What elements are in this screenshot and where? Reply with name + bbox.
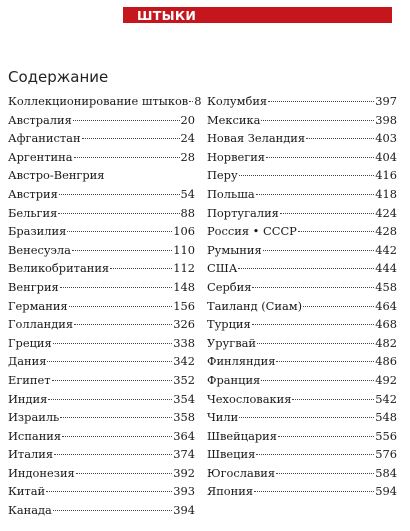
toc-entry [207, 464, 397, 483]
toc-entry-name: Югославия [207, 465, 276, 480]
toc-leader-dots [238, 268, 374, 269]
toc-entry-name: Новая Зеландия [207, 131, 306, 146]
toc-entry-name: Аргентина [8, 149, 73, 164]
toc-entry-name: Сербия [207, 279, 252, 294]
toc-leader-dots [48, 399, 172, 400]
toc-leader-dots [82, 138, 180, 139]
toc-entry-name: Венгрия [8, 279, 59, 294]
toc-entry-name: Португалия [207, 205, 279, 220]
toc-entry [207, 390, 397, 409]
toc-entry-name: Голландия [8, 317, 74, 332]
section-header-label: ШТЫКИ [137, 8, 197, 23]
toc-entry-name: Индонезия [8, 465, 75, 480]
toc-entry [207, 427, 397, 446]
toc-entry-name: Египет [8, 372, 51, 387]
toc-entry-page: 358 [173, 410, 195, 425]
toc-entry-page: 576 [375, 447, 397, 462]
toc-entry [8, 129, 195, 148]
toc-entry-page: 352 [173, 372, 195, 387]
toc-entry-page: 556 [375, 428, 397, 443]
toc-leader-dots [306, 138, 374, 139]
page-title: Содержание [8, 68, 109, 86]
toc-entry [8, 464, 195, 483]
toc-entry-name: Норвегия [207, 149, 265, 164]
toc-entry [8, 482, 195, 501]
toc-entry [8, 259, 195, 278]
toc-entry-page: 354 [173, 391, 195, 406]
toc-leader-dots [239, 417, 374, 418]
toc-entry-page: 338 [173, 335, 195, 350]
toc-entry-page: 464 [375, 298, 397, 313]
toc-leader-dots [257, 343, 374, 344]
toc-leader-dots [292, 399, 374, 400]
toc-entry-name: Китай [8, 484, 46, 499]
toc-entry [8, 390, 195, 409]
toc-entry [8, 371, 195, 390]
toc-leader-dots [256, 194, 375, 195]
toc-entry-name: Япония [207, 484, 254, 499]
toc-entry [8, 427, 195, 446]
toc-leader-dots [53, 510, 172, 511]
toc-leader-dots [60, 417, 172, 418]
toc-entry-name: Афганистан [8, 131, 81, 146]
toc-leader-dots [59, 194, 180, 195]
toc-entry [207, 241, 397, 260]
toc-entry-name: Колумбия [207, 94, 268, 108]
toc-entry-page: 374 [173, 447, 195, 462]
toc-entry-page: 156 [173, 298, 195, 313]
toc-entry-name: Бельгия [8, 205, 58, 220]
toc-leader-dots [239, 175, 375, 176]
toc-entry-page: 8 [194, 94, 202, 108]
toc-entry [207, 166, 397, 185]
toc-leader-dots [252, 287, 374, 288]
toc-entry-page: 364 [173, 428, 195, 443]
toc-leader-dots [62, 436, 172, 437]
toc-leader-dots [74, 324, 172, 325]
toc-leader-dots [47, 361, 172, 362]
toc-entry-name: Чехословакия [207, 391, 292, 406]
toc-leader-dots [74, 157, 180, 158]
toc-entry [8, 222, 195, 241]
toc-entry-name: Израиль [8, 410, 60, 425]
toc-entry [207, 92, 397, 111]
toc-entry-name: Финляндия [207, 354, 276, 369]
toc-entry [8, 315, 195, 334]
toc-leader-dots [54, 454, 172, 455]
toc-entry [207, 482, 397, 501]
toc-entry-name: Италия [8, 447, 54, 462]
toc-entry [207, 445, 397, 464]
toc-entry-page: 148 [173, 279, 195, 294]
toc-entry-page: 393 [173, 484, 195, 499]
section-header-bar [123, 7, 392, 23]
toc-entry [207, 315, 397, 334]
toc-entry [207, 334, 397, 353]
toc-entry-name: Греция [8, 335, 52, 350]
toc-entry-name: Турция [207, 317, 251, 332]
toc-entry-page: 106 [173, 224, 195, 239]
toc-entry-page: 20 [180, 112, 195, 127]
toc-entry-page: 394 [173, 503, 195, 518]
toc-leader-dots [303, 306, 374, 307]
toc-entry-name: Швейцария [207, 428, 277, 443]
toc-leader-dots [261, 120, 374, 121]
toc-entry [8, 445, 195, 464]
toc-leader-dots [46, 491, 172, 492]
toc-entry-page: 326 [173, 317, 195, 332]
toc-entry [8, 334, 195, 353]
toc-leader-dots [252, 324, 375, 325]
toc-leader-dots [298, 231, 374, 232]
toc-entry [207, 111, 397, 130]
toc-entry-name: Дания [8, 354, 47, 369]
toc-entry-name: Франция [207, 372, 261, 387]
toc-entry-name: Швеция [207, 447, 256, 462]
toc-entry-page: 486 [375, 354, 397, 369]
toc-leader-dots [268, 101, 374, 102]
toc-leader-dots [72, 250, 172, 251]
toc-entry [8, 501, 195, 520]
toc-entry [8, 278, 195, 297]
toc-leader-dots [276, 361, 374, 362]
toc-entry-page: 416 [375, 168, 397, 183]
toc-entry-page: 112 [173, 261, 195, 276]
toc-leader-dots [189, 101, 193, 102]
toc-entry-page: 110 [173, 242, 195, 257]
toc-left-column [8, 92, 202, 520]
toc-leader-dots [53, 343, 173, 344]
toc-leader-dots [278, 436, 374, 437]
toc-entry-page: 492 [375, 372, 397, 387]
toc-entry [207, 278, 397, 297]
toc-entry-page: 584 [375, 465, 397, 480]
toc-leader-dots [263, 250, 375, 251]
toc-entry [207, 297, 397, 316]
toc-leader-dots [67, 231, 172, 232]
toc-entry-name: Великобритания [8, 261, 110, 276]
toc-leader-dots [73, 120, 180, 121]
toc-entry [8, 408, 195, 427]
toc-leader-dots [69, 306, 173, 307]
toc-entry [8, 166, 195, 185]
toc-entry-page: 594 [375, 484, 397, 499]
toc-entry-name: Австро-Венгрия [8, 168, 105, 183]
toc-entry [207, 352, 397, 371]
toc-leader-dots [60, 287, 173, 288]
toc-entry-page: 424 [375, 205, 397, 220]
toc-entry-name: Канада [8, 503, 52, 518]
toc-entry-name: Коллекционирование штыков [8, 94, 189, 108]
toc-entry-page: 54 [180, 186, 195, 201]
toc-entry-page: 468 [375, 317, 397, 332]
toc-entry-page: 482 [375, 335, 397, 350]
toc-entry-name: Таиланд (Сиам) [207, 298, 303, 313]
toc-entry-page: 28 [180, 149, 195, 164]
toc-leader-dots [280, 213, 374, 214]
toc-entry-page: 542 [375, 391, 397, 406]
toc-leader-dots [110, 268, 172, 269]
toc-entry-name: Индия [8, 391, 48, 406]
toc-entry-name: Россия • СССР [207, 224, 297, 239]
toc-leader-dots [256, 454, 374, 455]
toc-entry [207, 222, 397, 241]
toc-entry-name: Австрия [8, 186, 58, 201]
toc-entry-page: 458 [375, 279, 397, 294]
toc-entry-name: США [207, 261, 238, 276]
toc-entry-name: Польша [207, 186, 255, 201]
toc-entry [207, 204, 397, 223]
toc-leader-dots [76, 473, 173, 474]
toc-entry-name: Венесуэла [8, 242, 71, 257]
toc-leader-dots [52, 380, 173, 381]
toc-leader-dots [266, 157, 374, 158]
toc-entry-name: Уругвай [207, 335, 256, 350]
toc-entry [207, 408, 397, 427]
toc-entry-page: 342 [173, 354, 195, 369]
toc-entry-page: 548 [375, 410, 397, 425]
toc-entry [8, 148, 195, 167]
toc-entry-page: 403 [375, 131, 397, 146]
toc-entry-name: Перу [207, 168, 238, 183]
toc-entry-page: 428 [375, 224, 397, 239]
toc-entry [8, 297, 195, 316]
toc-entry-name: Бразилия [8, 224, 67, 239]
toc-leader-dots [276, 473, 374, 474]
toc-entry-name: Румыния [207, 242, 262, 257]
toc-right-column [207, 92, 397, 501]
toc-entry [8, 111, 195, 130]
toc-entry [207, 185, 397, 204]
toc-entry-page: 398 [375, 112, 397, 127]
toc-entry-name: Чили [207, 410, 239, 425]
toc-entry-name: Германия [8, 298, 68, 313]
toc-entry-name: Австралия [8, 112, 72, 127]
toc-entry [207, 259, 397, 278]
toc-entry-page: 442 [375, 242, 397, 257]
toc-entry-name: Испания [8, 428, 62, 443]
toc-entry [8, 92, 202, 111]
toc-entry-page: 404 [375, 149, 397, 164]
toc-entry-page: 444 [375, 261, 397, 276]
toc-entry [8, 352, 195, 371]
toc-entry-page: 418 [375, 186, 397, 201]
toc-entry [207, 371, 397, 390]
toc-entry [8, 241, 195, 260]
toc-entry-name: Мексика [207, 112, 261, 127]
toc-entry-page: 88 [180, 205, 195, 220]
toc-entry [8, 204, 195, 223]
toc-entry-page: 24 [180, 131, 195, 146]
toc-entry [207, 129, 397, 148]
toc-leader-dots [261, 380, 374, 381]
toc-leader-dots [254, 491, 374, 492]
toc-entry-page: 397 [375, 94, 397, 108]
toc-entry-page: 392 [173, 465, 195, 480]
toc-leader-dots [58, 213, 179, 214]
toc-entry [207, 148, 397, 167]
toc-entry [8, 185, 195, 204]
